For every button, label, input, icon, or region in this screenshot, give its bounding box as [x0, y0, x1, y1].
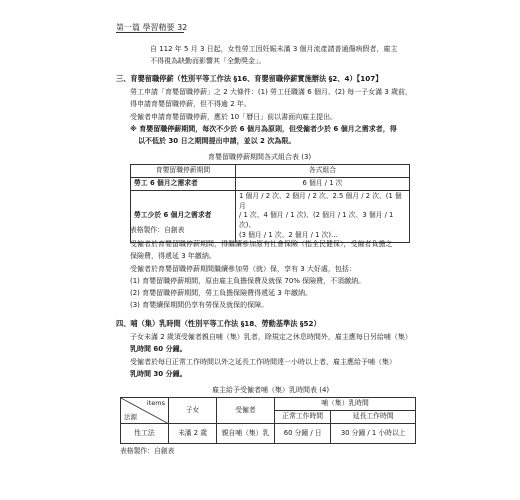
- table-4-corner-cell: [121, 398, 169, 424]
- table-4-r1-employee: 親自哺（集）乳: [217, 424, 275, 444]
- section-3-p2: 受僱者申請育嬰留職停薪，應於 10「曆日」前以書面向雇主提出。: [130, 113, 338, 121]
- table-3-caption: 育嬰留職停薪期間各式組合表 (3): [208, 153, 312, 161]
- section-4-title: 四、哺（集）乳時間（性別平等工作法 §18、勞動基準法 §52）: [116, 319, 321, 328]
- table-4-header-employee: 受僱者: [217, 398, 275, 424]
- table-4-caption: 雇主給予受僱者哺（集）乳時間表 (4): [212, 386, 330, 394]
- table-4-header-time: 哺（集）乳時間: [275, 398, 416, 411]
- table-4-header-overtime: 延長工作時間: [331, 411, 416, 424]
- table-3-r2-line-2: / 1 次、4 個月 / 1 次)、(2 個月 / 1 次、3 個月 / 1 次)、: [239, 211, 394, 230]
- section-3-item-2: (2) 育嬰留職停薪期間，勞工負擔保險費得遞延 3 年繳納。: [130, 289, 313, 297]
- section-4-p2a: 受僱者於每日正常工作時間以外之延長工作時間達一小時以上者，雇主應給予哺（集）: [130, 358, 396, 366]
- section-4-p1b: 乳時間 60 分鐘。: [130, 345, 187, 353]
- table-3-header-combo: 各式組合: [236, 165, 410, 178]
- section-3-p1b: 得申請育嬰留職停薪，但不得逾 2 年。: [130, 100, 251, 108]
- table-4-r1-source: 性工法: [121, 424, 169, 444]
- table-4-corner-source: 法源: [124, 412, 137, 421]
- table-4-corner-items: items: [146, 399, 165, 407]
- table-3-r1-value: 6 個月 / 1 次: [236, 177, 410, 190]
- table-4-r1-overtime: 30 分鐘 / 1 小時以上: [331, 424, 416, 444]
- table-4-header-normal: 正常工作時間: [275, 411, 331, 424]
- intro-line-2: 不得視為缺勤而影響其「全勤獎金」。: [150, 57, 266, 65]
- section-3-item-1: (1) 育嬰留職停薪期間，原由雇主負擔保費及就保 70% 保險費，不須繳納。: [130, 277, 366, 285]
- breastfeeding-table: [120, 397, 416, 444]
- header-underline: [116, 32, 184, 33]
- intro-line-1: 自 112 年 5 月 3 日起，女性勞工因妊娠未滿 3 個月流產請普通傷病假者，雇主: [150, 45, 398, 53]
- table-3-r1-label: 勞工 6 個月之需求者: [131, 177, 236, 190]
- section-3-p4b: 保險費，得遞延 3 年繳納。: [130, 252, 216, 260]
- table-3-r2-line-3: (3 個月 / 1 次、2 個月 / 1 次)…: [239, 231, 338, 240]
- section-3-note-a: ※ 育嬰留職停薪期間，每次不少於 6 個月為原則，但受僱者少於 6 個月之需求者，得: [130, 125, 397, 133]
- table-3-r2-value: [236, 190, 410, 242]
- section-3-p1a: 勞工申請「育嬰留職停薪」之 2 大條件：(1) 勞工任職滿 6 個月、(2) 每一子女滿 3 歲前，: [130, 88, 412, 96]
- section-4-p1a: 子女未滿 2 歲須受僱者親自哺（集）乳者，除規定之休息時間外，雇主應每日另給哺（集）: [130, 333, 412, 341]
- section-3-p5: 受僱者於育嬰留職停薪期間繼續參加勞（就）保，享有 3 大好處，包括：: [130, 265, 356, 273]
- page-header: 第一篇 學習精要 32: [116, 23, 188, 32]
- section-3-note-b: 以不低於 30 日之期間提出申請，並以 2 次為限。: [138, 137, 296, 145]
- table-4-source: 表格製作：自創表: [120, 447, 175, 455]
- section-3-title: 三、育嬰留職停薪（性別平等工作法 §16、育嬰留職停薪實施辦法 §2、4）【107】: [116, 74, 383, 83]
- table-4-r1-child: 未滿 2 歲: [169, 424, 217, 444]
- section-3-p4a: 受僱者於育嬰留職停薪期間，得繼續參加原有社會保險（指全民健保），受僱者負擔之: [130, 240, 393, 248]
- section-3-item-3: (3) 育嬰續保期間仍享有勞保及就保的保障。: [130, 301, 269, 309]
- table-3-source: 表格製作：自創表: [130, 226, 185, 234]
- table-4-r1-normal: 60 分鐘 / 日: [275, 424, 331, 444]
- table-3-header-period: 育嬰留職停薪期間: [131, 165, 236, 178]
- table-3-r2-label: 勞工少於 6 個月之需求者: [131, 190, 236, 242]
- table-3-r2-line-1: 1 個月 / 2 次、2 個月 / 2 次、2.5 個月 / 2 次、(1 個月: [239, 191, 402, 210]
- table-4-header-child: 子女: [169, 398, 217, 424]
- section-4-p2b: 乳時間 30 分鐘。: [130, 370, 187, 378]
